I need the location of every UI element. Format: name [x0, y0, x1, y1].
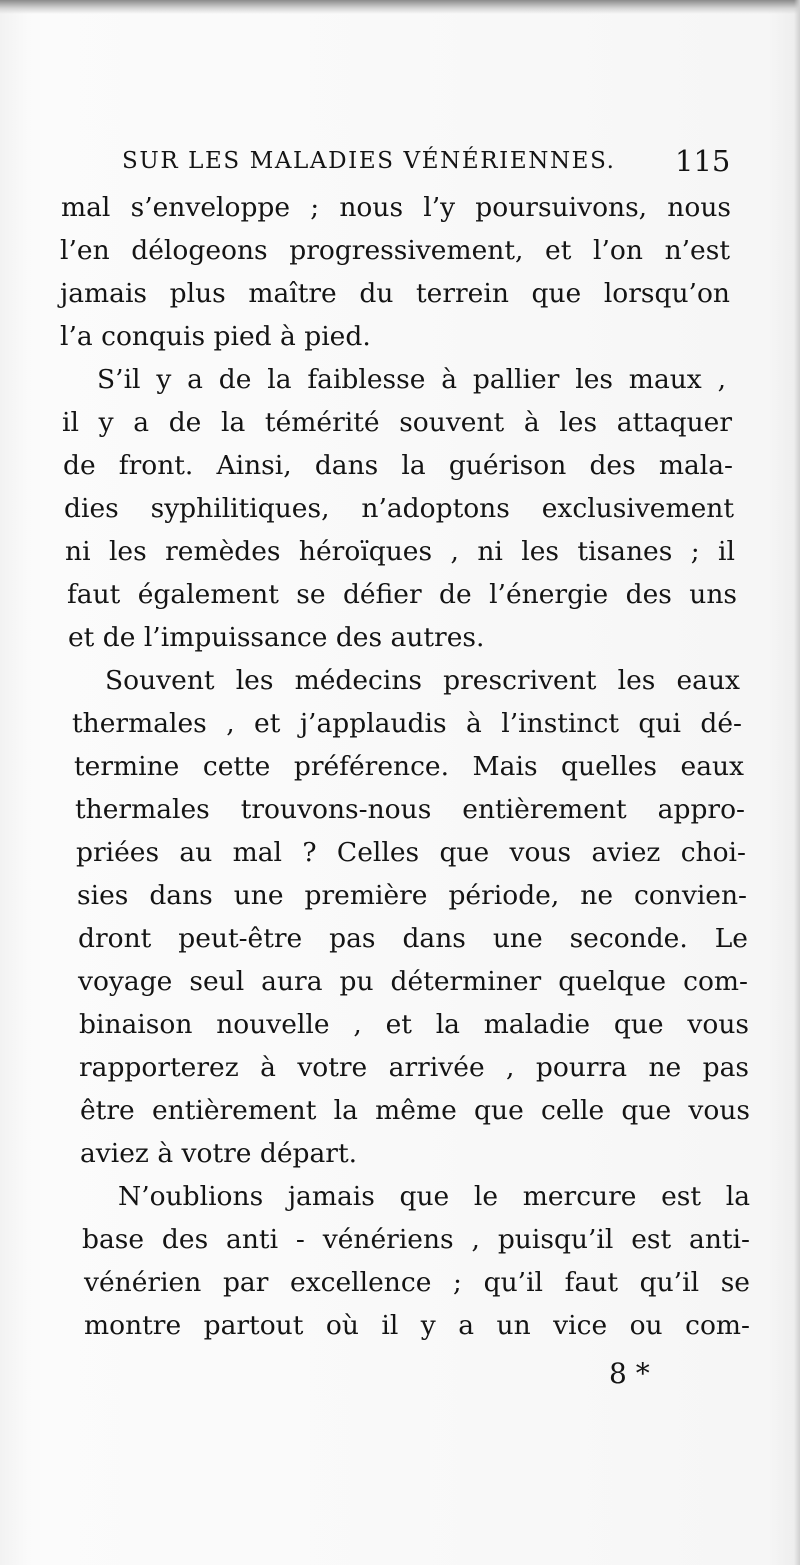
page-top-edge-shadow — [0, 0, 800, 14]
signature-mark: 8 * — [609, 1357, 650, 1390]
text-line: l’a conquis pied à pied. — [60, 321, 371, 352]
text-line: sies dans une première période, ne convien- — [77, 880, 747, 911]
text-line: vénérien par excellence ; qu’il faut qu’il se — [84, 1267, 750, 1298]
text-line: il y a de la témérité souvent à les attaquer — [62, 407, 732, 438]
text-line: dront peut-être pas dans une seconde. Le — [78, 923, 748, 954]
text-line: N’oublions jamais que le mercure est la — [118, 1181, 750, 1212]
text-line: faut également se défier de l’énergie des uns — [67, 579, 737, 610]
text-line: jamais plus maître du terrein que lorsqu’on — [60, 278, 730, 309]
text-line: être entièrement la même que celle que vous — [80, 1095, 750, 1126]
text-line: thermales trouvons-nous entièrement appro- — [75, 794, 745, 825]
text-line: S’il y a de la faiblesse à pallier les maux , — [97, 364, 726, 395]
text-line: voyage seul aura pu déterminer quelque com- — [78, 966, 748, 997]
text-line: et de l’impuissance des autres. — [68, 622, 485, 653]
body-text — [0, 186, 800, 1347]
text-line: Souvent les médecins prescrivent les eaux — [105, 665, 740, 696]
text-line: priées au mal ? Celles que vous aviez choi- — [76, 837, 746, 868]
text-line: ni les remèdes héroïques , ni les tisanes ; il — [65, 536, 735, 567]
text-line: montre partout où il y a un vice ou com- — [84, 1310, 750, 1341]
text-line: base des anti - vénériens , puisqu’il est anti- — [82, 1224, 750, 1255]
text-line: binaison nouvelle , et la maladie que vous — [79, 1009, 749, 1040]
text-line: aviez à votre départ. — [80, 1138, 358, 1169]
text-line: thermales , et j’applaudis à l’instinct qui dé- — [72, 708, 742, 739]
text-line: mal s’enveloppe ; nous l’y poursuivons, nous — [61, 192, 731, 223]
text-line: dies syphilitiques, n’adoptons exclusivement — [64, 493, 734, 524]
running-title: SUR LES MALADIES VÉNÉRIENNES. — [122, 148, 616, 174]
text-line: de front. Ainsi, dans la guérison des mala- — [63, 450, 733, 481]
text-line: rapporterez à votre arrivée , pourra ne pas — [79, 1052, 749, 1083]
text-line: termine cette préférence. Mais quelles eaux — [74, 751, 744, 782]
text-line: l’en délogeons progressivement, et l’on n’est — [60, 235, 730, 266]
page-number: 115 — [675, 144, 731, 178]
running-head — [0, 140, 800, 186]
